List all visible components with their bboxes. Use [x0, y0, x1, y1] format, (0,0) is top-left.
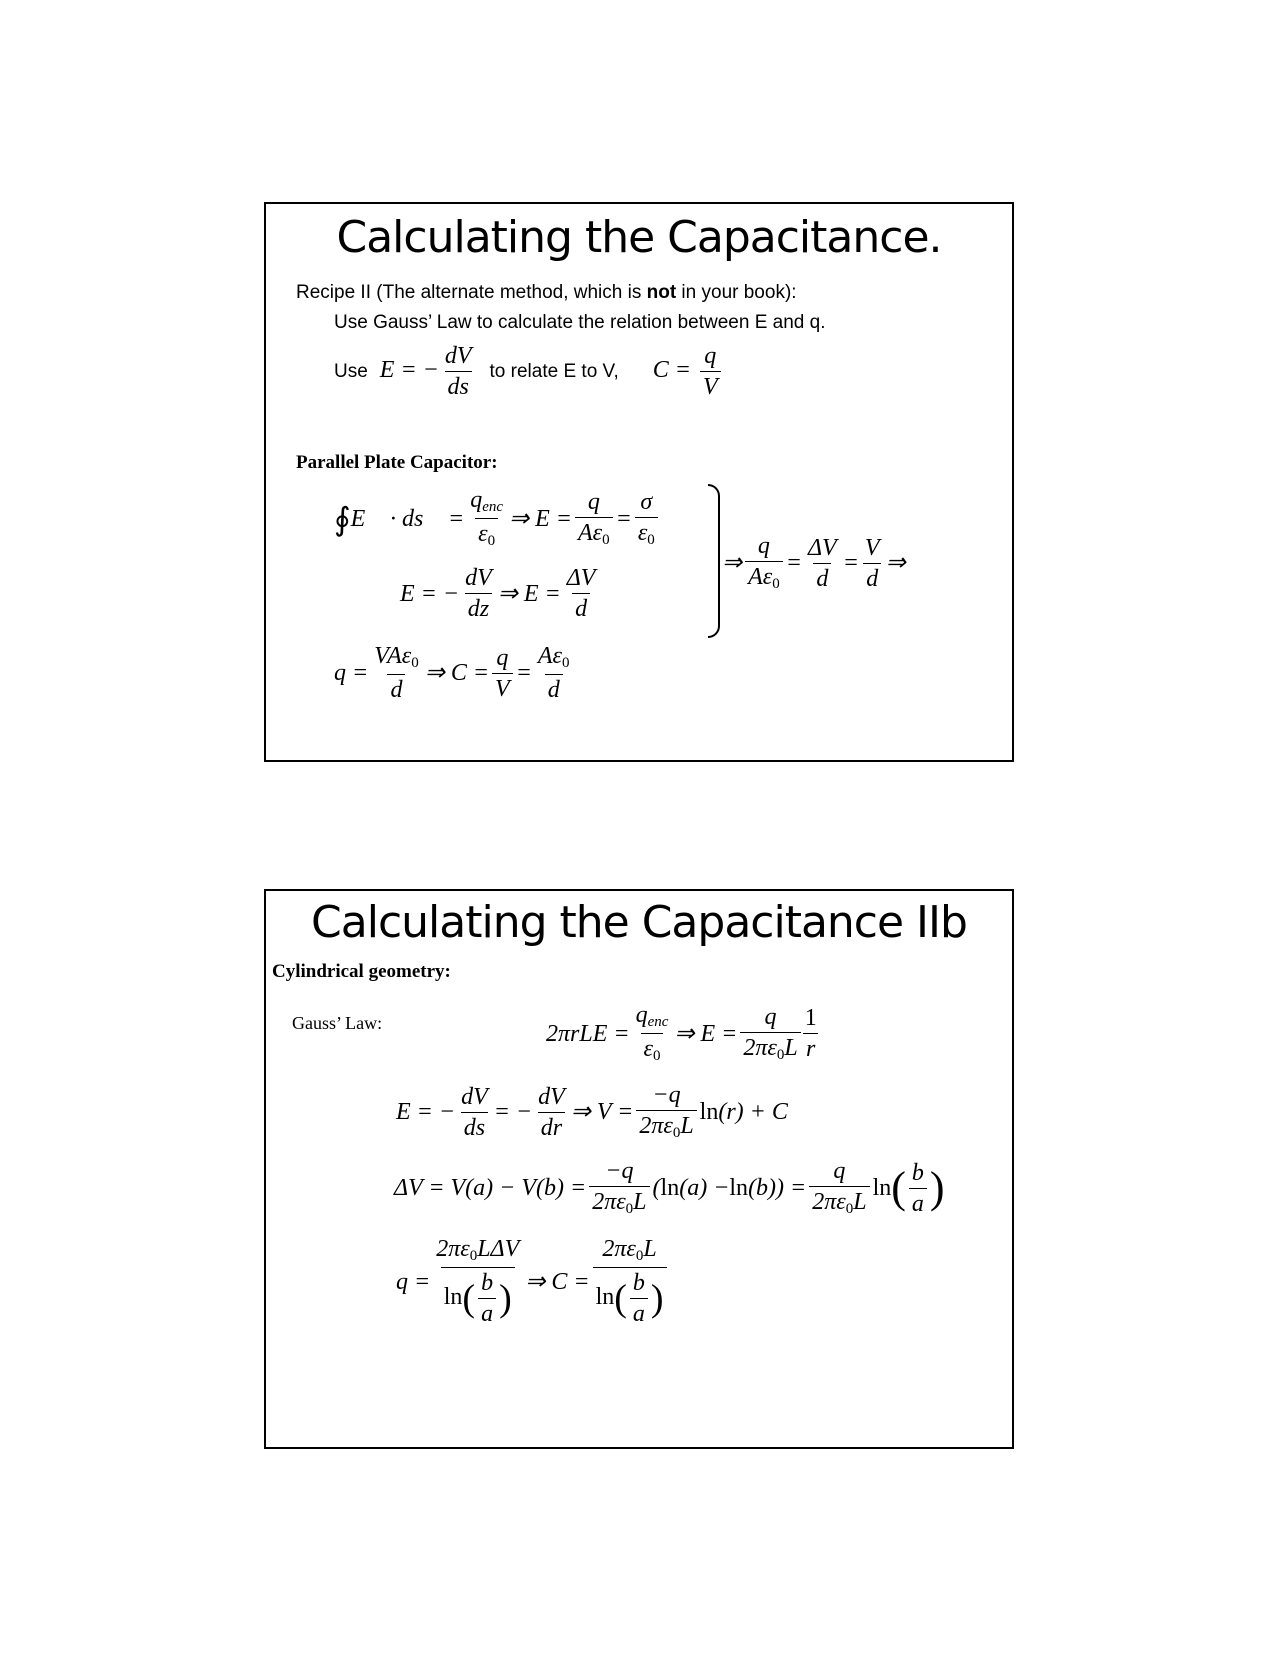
potential-cylinder-equation: E = − $\frac{dV}{ds}$ = − $\frac{dV}{dr}$ ⇒ V = $\frac{-q}{2\pi\varepsilon_0L}$ ln (r) + C [396, 1082, 788, 1141]
combined-result-equation: ⇒ $\frac{q}{A\varepsilon_0}$ = $\frac{\Delta V}{d}$ = $\frac{V}{d}$ ⇒ [722, 533, 906, 592]
slide-title: Calculating the Capacitance IIb [311, 897, 967, 948]
gauss-law-plate-equation: ∮ E⃗ · ds⃗ = $\frac{q_{enc}}{\varepsilon_0}$ ⇒ E = $\frac{q}{A\varepsilon_0}$ = $\frac{\sigma}{\varepsilon_0}$ [334, 488, 661, 549]
e-minus-dvds-formula: E = − $\frac{dV}{ds}$ [379, 343, 472, 400]
recipe-suffix: in your book): [676, 282, 797, 303]
gauss-law-label: Gauss’ Law: [292, 1013, 383, 1033]
gauss-instruction: Use Gauss’ Law to calculate the relation between E and q. [334, 312, 826, 333]
use-label: Use [334, 360, 368, 382]
section-label-parallel-plate: Parallel Plate Capacitor: [296, 452, 498, 473]
potential-difference-equation: ΔV = V(a) − V(b) = $\frac{-q}{2\pi\varepsilon_0L}$ ( ln (a) − ln (b)) = $\frac{q}{2\pi\varepsilon_0L}$ ln ( $\frac{b}{a}$ ) [394, 1158, 945, 1217]
field-potential-plate-equation: E = − $\frac{dV}{dz}$ ⇒ E = $\frac{\Delta V}{d}$ [400, 565, 596, 622]
plate-capacitance-equation: q = $\frac{VA\varepsilon_0}{d}$ ⇒ C = $\frac{q}{V}$ = $\frac{A\varepsilon_0}{d}$ [334, 643, 570, 703]
section-label-cylindrical: Cylindrical geometry: [272, 961, 451, 982]
right-brace [708, 484, 720, 638]
slide-calculating-capacitance-iib [264, 889, 1014, 1449]
slide-calculating-capacitance [264, 202, 1014, 762]
cylinder-capacitance-equation: q = $2\pi\varepsilon_0L\Delta V$ ln( $\frac{b}{a}$ ) ⇒ C = $2\pi\varepsilon_0L$ ln( $\frac{b}{a}$ ) [396, 1237, 670, 1326]
gauss-cylinder-equation: 2πrLE = $\frac{q_{enc}}{\varepsilon_0}$ ⇒ E = $\frac{q}{2\pi\varepsilon_0L}$ $\frac{1}{r}$ [546, 1002, 817, 1064]
slide-title: Calculating the Capacitance. [336, 212, 942, 263]
recipe-bold: not [646, 282, 677, 303]
use-e-line [334, 344, 724, 399]
recipe-prefix: Recipe II (The alternate method, which is [296, 282, 647, 303]
c-equals-q-over-v-formula: C = $\frac{q}{V}$ [653, 344, 724, 399]
recipe-line [296, 282, 797, 304]
relate-text: to relate E to V, [489, 360, 619, 382]
